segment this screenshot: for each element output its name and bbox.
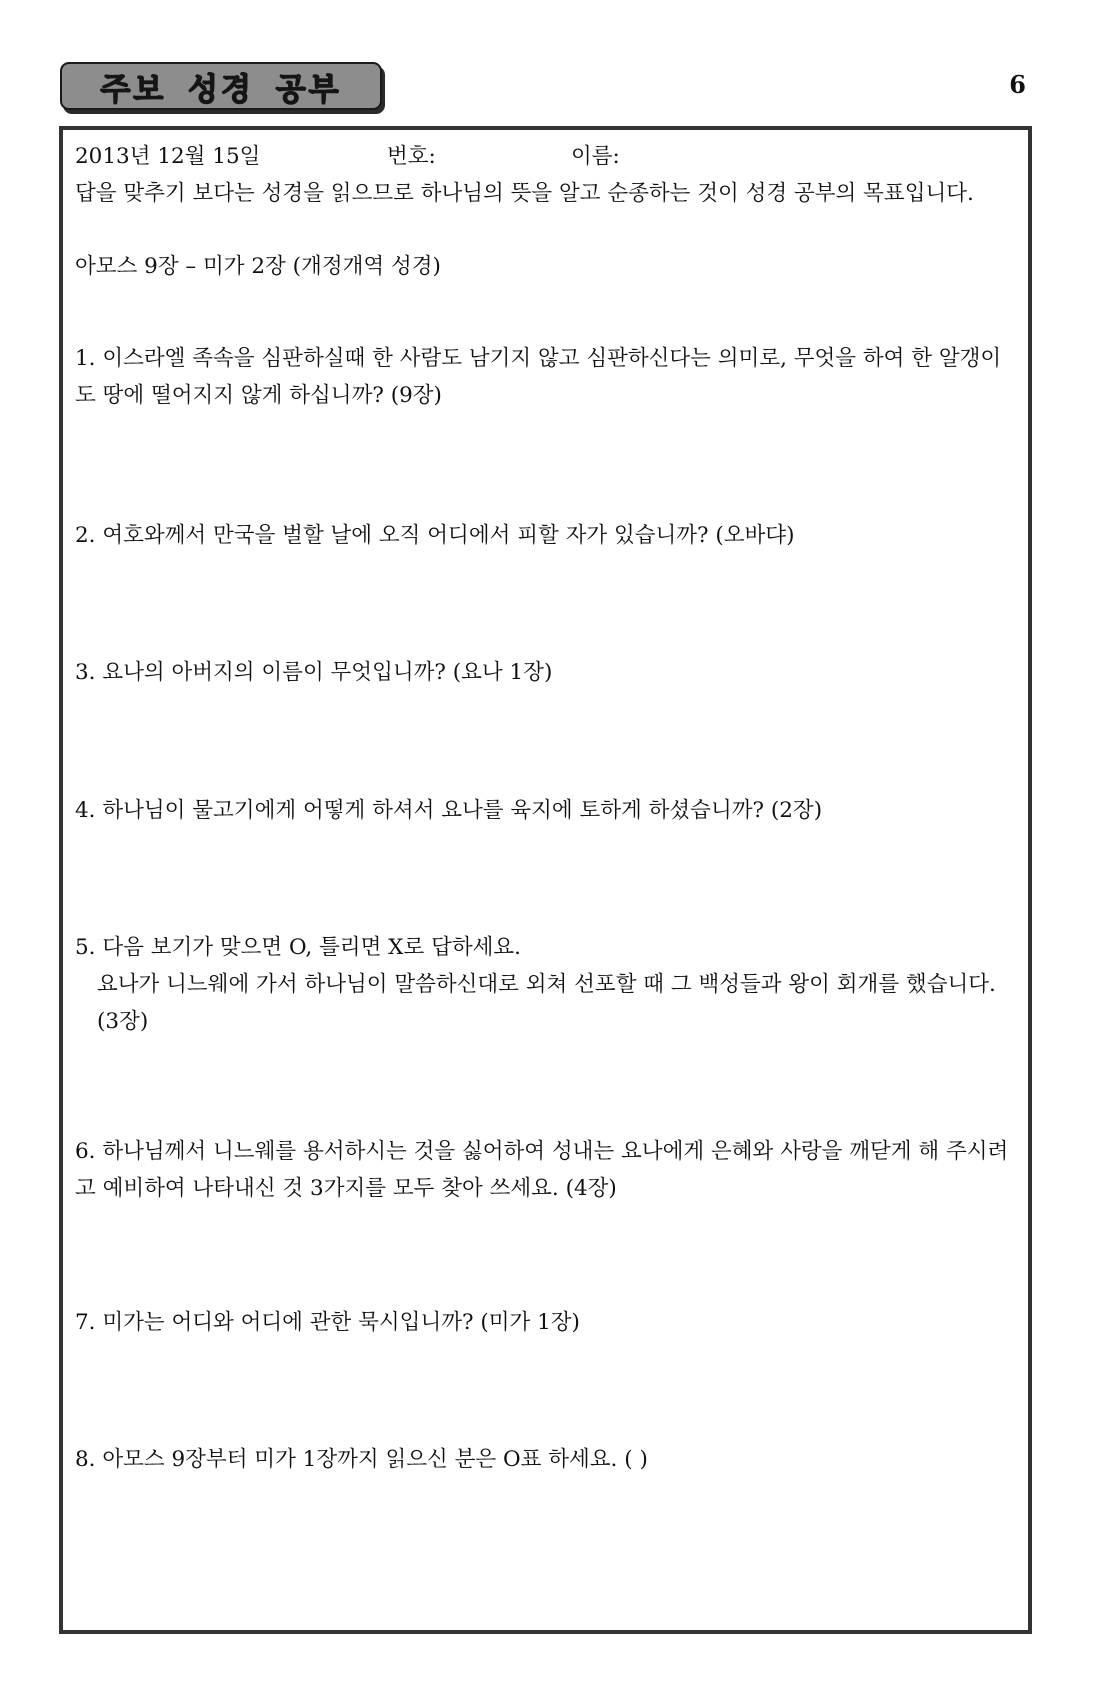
question-1: [75, 340, 1018, 414]
question-8: [75, 1441, 1018, 1478]
name-label: 이름:: [571, 144, 620, 169]
page-title: 주보 성경 공부: [100, 71, 342, 108]
question-3: [75, 654, 1018, 691]
book-range: 아모스 9장 – 미가 2장 (개정개역 성경): [75, 254, 441, 279]
question-6: [75, 1133, 1018, 1207]
intro-text: 답을 맞추기 보다는 성경을 읽으므로 하나님의 뜻을 알고 순종하는 것이 성경 공부의 목표입니다.: [75, 181, 974, 206]
question-text: 4. 하나님이 물고기에게 어떻게 하셔서 요나를 육지에 토하게 하셨습니까? (2장): [75, 798, 823, 823]
date-text: 2013년 12월 15일: [75, 144, 261, 169]
question-text: 3. 요나의 아버지의 이름이 무엇입니까? (요나 1장): [75, 660, 553, 685]
question-text: 5. 다음 보기가 맞으면 O, 틀리면 X로 답하세요.: [75, 935, 521, 960]
question-text: 8. 아모스 9장부터 미가 1장까지 읽으신 분은 O표 하세요. ( ): [75, 1447, 648, 1472]
number-label: 번호:: [387, 144, 436, 169]
worksheet-box: [59, 126, 1032, 1634]
page-number: 6: [1009, 70, 1026, 99]
question-7: [75, 1304, 1018, 1341]
question-2: [75, 517, 1018, 554]
title-tab: [60, 62, 382, 110]
question-statement: 요나가 니느웨에 가서 하나님이 말씀하신대로 외쳐 선포할 때 그 백성들과 왕이 회개를 했습니다. (3장): [97, 972, 996, 1034]
question-4: [75, 792, 1018, 829]
question-5: [75, 929, 1018, 1040]
info-row: [75, 138, 1018, 175]
question-text: 6. 하나님께서 니느웨를 용서하시는 것을 싫어하여 성내는 요나에게 은혜와 사랑을 깨닫게 해 주시려고 예비하여 나타내신 것 3가지를 모두 찾아 쓰세요. (4장): [75, 1139, 1009, 1201]
question-text: 7. 미가는 어디와 어디에 관한 묵시입니까? (미가 1장): [75, 1310, 580, 1335]
question-text: 2. 여호와께서 만국을 벌할 날에 오직 어디에서 피할 자가 있습니까? (오바댜): [75, 523, 795, 548]
worksheet-content: [75, 138, 1018, 1472]
question-text: 1. 이스라엘 족속을 심판하실때 한 사람도 남기지 않고 심판하신다는 의미로, 무엇을 하여 한 알갱이도 땅에 떨어지지 않게 하십니까? (9장): [75, 346, 1002, 408]
